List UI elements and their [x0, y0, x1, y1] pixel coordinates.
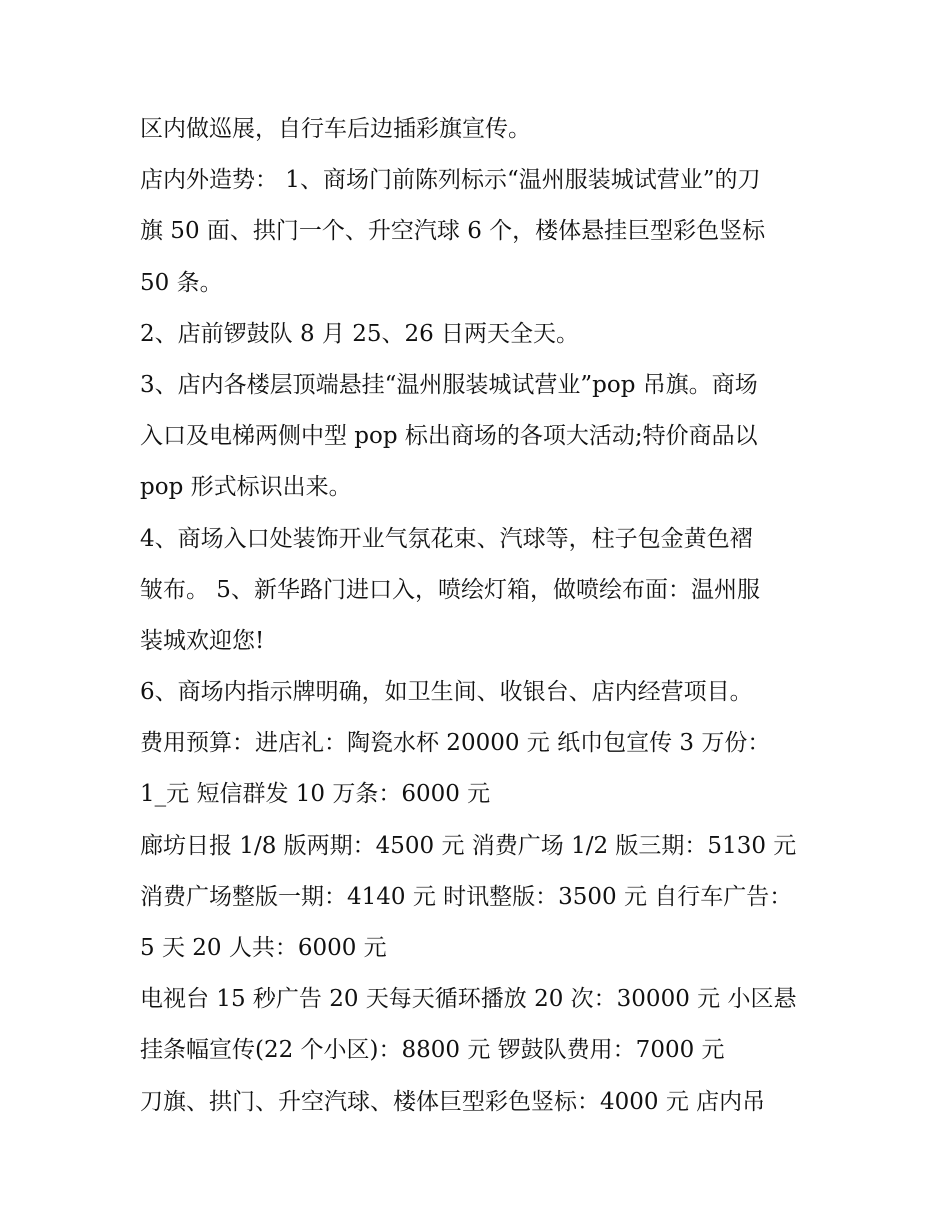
- text-line: 装城欢迎您!: [140, 627, 265, 654]
- text-line: 1_元 短信群发 10 万条：6000 元: [140, 781, 491, 808]
- text-line: pop 形式标识出来。: [140, 474, 352, 501]
- text-line: 店内外造势： 1、商场门前陈列标示“温州服装城试营业”的刀: [140, 167, 761, 194]
- text-line: 电视台 15 秒广告 20 天每天循环播放 20 次：30000 元 小区悬: [140, 986, 797, 1013]
- text-line: 刀旗、拱门、升空汽球、楼体巨型彩色竖标：4000 元 店内吊: [140, 1088, 766, 1115]
- text-line: 消费广场整版一期：4140 元 时讯整版：3500 元 自行车广告：: [140, 883, 793, 910]
- document-body: [140, 104, 820, 1128]
- text-line: 3、店内各楼层顶端悬挂“温州服装城试营业”pop 吊旗。商场: [140, 371, 758, 398]
- text-line: 50 条。: [140, 269, 223, 296]
- text-line: 费用预算：进店礼：陶瓷水杯 20000 元 纸巾包宣传 3 万份：: [140, 730, 771, 757]
- text-line: 区内做巡展，自行车后边插彩旗宣传。: [140, 116, 531, 142]
- text-line: 廊坊日报 1/8 版两期：4500 元 消费广场 1/2 版三期：5130 元: [140, 832, 797, 859]
- text-line: 5 天 20 人共：6000 元: [140, 935, 387, 961]
- text-line: 皱布。 5、新华路门进口入，喷绘灯箱，做喷绘布面：温州服: [140, 576, 760, 603]
- text-line: 2、店前锣鼓队 8 月 25、26 日两天全天。: [140, 320, 580, 347]
- text-line: 4、商场入口处装饰开业气氛花束、汽球等，柱子包金黄色褶: [140, 525, 753, 552]
- text-line: 旗 50 面、拱门一个、升空汽球 6 个，楼体悬挂巨型彩色竖标: [140, 218, 766, 245]
- text-line: 挂条幅宣传(22 个小区)：8800 元 锣鼓队费用：7000 元: [140, 1037, 725, 1064]
- text-line: 入口及电梯两侧中型 pop 标出商场的各项大活动;特价商品以: [140, 423, 758, 450]
- text-line: 6、商场内指示牌明确，如卫生间、收银台、店内经营项目。: [140, 679, 753, 706]
